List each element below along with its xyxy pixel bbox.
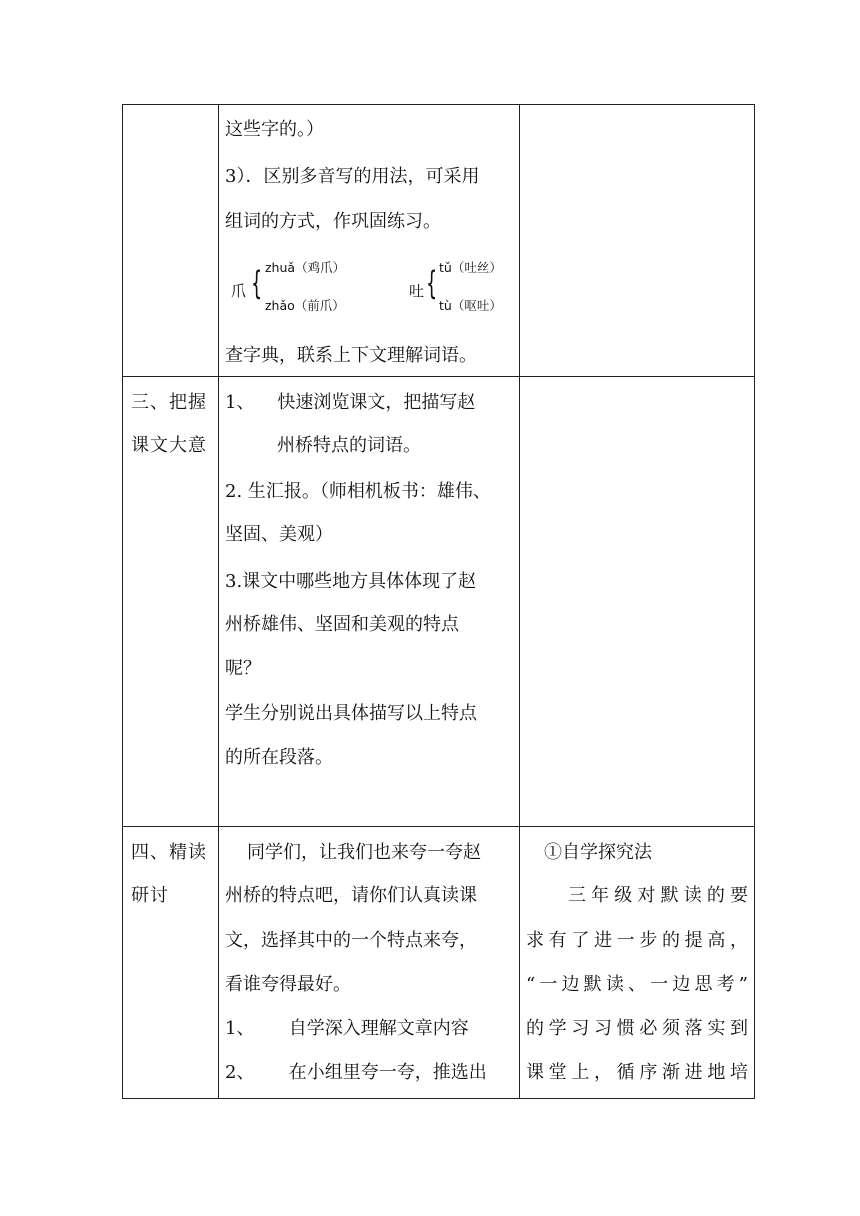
content-line: 查字典，联系上下文理解词语。 — [225, 345, 477, 366]
section-heading: 三、把握 — [131, 392, 207, 413]
content-line: 1、 快速浏览课文，把描写赵 — [225, 392, 476, 413]
pinyin-reading: tù（呕吐） — [439, 298, 502, 313]
polyphonic-char: 爪 — [231, 282, 247, 300]
notes-line: 的学习习惯必须落实到 — [526, 1018, 748, 1039]
section-heading: 研讨 — [131, 885, 169, 906]
content-line: 这些字的。） — [225, 119, 324, 140]
content-line: 组词的方式，作巩固练习。 — [225, 211, 441, 232]
pinyin-reading: tǔ（吐丝） — [439, 260, 502, 275]
brace-icon: { — [426, 264, 438, 302]
notes-line: “一边默读、一边思考” — [526, 974, 748, 995]
content-cell — [219, 105, 520, 377]
content-line: 看谁夸得最好。 — [225, 974, 351, 995]
lesson-plan-table — [122, 104, 755, 1099]
content-line: 文，选择其中的一个特点来夸， — [225, 930, 477, 951]
content-line: 3）．区别多音写的用法，可采用 — [225, 166, 480, 187]
content-line: 3.课文中哪些地方具体体现了赵 — [225, 571, 477, 592]
notes-cell — [520, 827, 755, 1099]
content-line: 的所在段落。 — [225, 747, 333, 768]
content-line: 坚固、美观） — [225, 524, 333, 545]
notes-line: ①自学探究法 — [544, 842, 652, 863]
content-line: 学生分别说出具体描写以上特点 — [225, 703, 477, 724]
section-heading: 四、精读 — [131, 842, 207, 863]
content-line: 1、 自学深入理解文章内容 — [225, 1018, 469, 1039]
content-line: 州桥的特点吧，请你们认真读课 — [225, 885, 477, 906]
content-line: 同学们，让我们也来夸一夸赵 — [247, 842, 481, 863]
section-heading-cell — [123, 105, 219, 377]
table-row — [123, 377, 755, 827]
section-heading: 课文大意 — [131, 435, 207, 456]
notes-line: 课堂上，循序渐进地培 — [526, 1062, 748, 1083]
notes-line: 求有了进一步的提高， — [526, 930, 748, 951]
content-line: 呢？ — [225, 658, 261, 679]
table-row — [123, 827, 755, 1099]
polyphonic-char: 吐 — [409, 282, 425, 300]
section-heading-cell — [123, 377, 219, 827]
table-row — [123, 105, 755, 377]
pinyin-reading: zhǎo（前爪） — [265, 298, 345, 313]
content-line: 州桥雄伟、坚固和美观的特点 — [225, 614, 459, 635]
content-line: 州桥特点的词语。 — [277, 435, 421, 456]
content-cell — [219, 377, 520, 827]
brace-icon: { — [251, 264, 263, 302]
notes-cell — [520, 377, 755, 827]
content-line: 2. 生汇报。（师相机板书：雄伟、 — [225, 481, 491, 502]
section-heading-cell — [123, 827, 219, 1099]
content-line: 2、 在小组里夸一夸，推选出 — [225, 1062, 487, 1083]
content-cell — [219, 827, 520, 1099]
notes-cell — [520, 105, 755, 377]
pinyin-reading: zhuǎ（鸡爪） — [265, 260, 346, 275]
notes-line: 三年级对默读的要 — [568, 885, 748, 906]
